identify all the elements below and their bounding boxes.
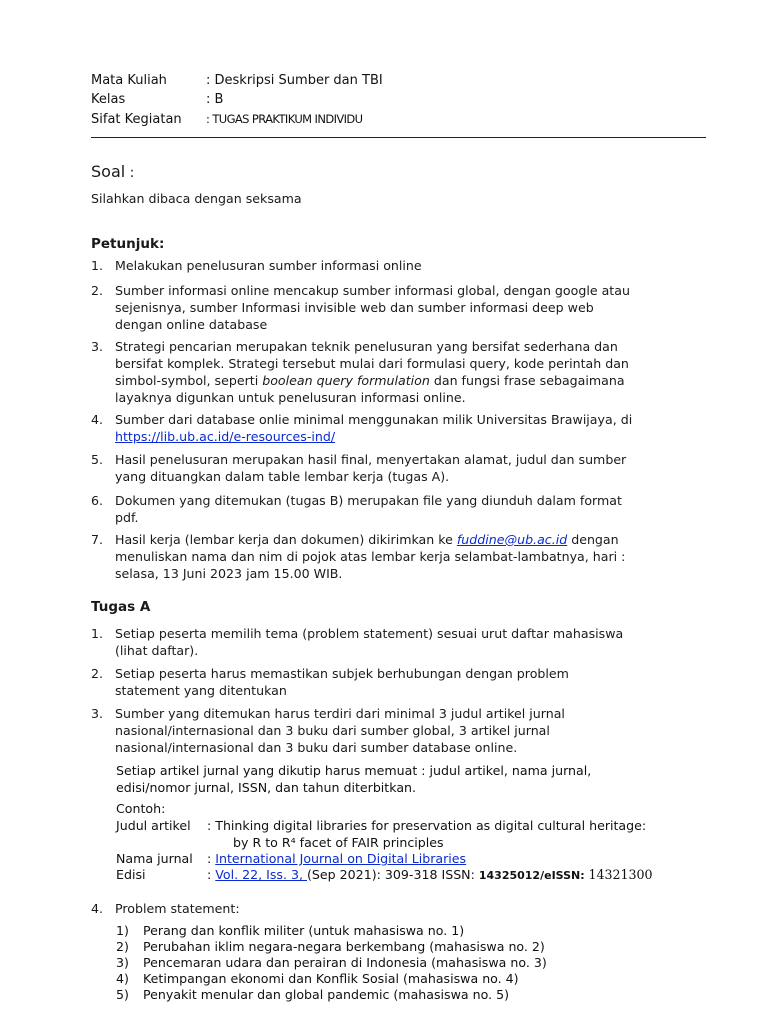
item-number: 5. xyxy=(91,452,104,467)
contoh-label: Contoh: xyxy=(116,801,166,816)
note-line: Setiap artikel jurnal yang dikutip harus memuat : judul artikel, nama jurnal, xyxy=(116,763,592,778)
item-number: 1. xyxy=(91,626,104,641)
tugas-a-item xyxy=(91,665,691,699)
petunjuk-item xyxy=(91,531,691,582)
problem-text: Penyakit menular dan global pandemic (mahasiswa no. 5) xyxy=(143,987,510,1002)
issn-value: 14325012/eISSN: xyxy=(478,869,589,882)
problem-number: 2) xyxy=(116,939,129,954)
problem-text: Pencemaran udara dan perairan di Indonesia (mahasiswa no. 3) xyxy=(143,955,547,970)
item-line xyxy=(115,428,691,445)
item-line: Setiap peserta harus memastikan subjek berhubungan dengan problem xyxy=(115,666,569,681)
item-number: 7. xyxy=(91,532,104,547)
eissn-value: 14321300 xyxy=(588,867,653,882)
contoh-judul-row xyxy=(116,817,646,834)
header-row-kelas xyxy=(91,91,223,109)
header-value: : B xyxy=(206,92,224,107)
problem-item xyxy=(116,987,509,1003)
contoh-judul-cont: by R to R⁴ facet of FAIR principles xyxy=(233,835,444,850)
contoh-colon: : xyxy=(207,867,216,882)
problem-number: 5) xyxy=(116,987,129,1002)
header-label: Mata Kuliah xyxy=(91,73,167,88)
header-row-mata-kuliah xyxy=(91,72,383,90)
item-text xyxy=(115,625,691,659)
problem-number: 1) xyxy=(116,923,129,938)
petunjuk-item xyxy=(91,411,691,445)
item-text xyxy=(115,338,691,406)
soal-colon: : xyxy=(125,165,135,181)
soal-intro: Silahkan dibaca dengan seksama xyxy=(91,191,302,206)
header-row-sifat-kegiatan xyxy=(91,110,363,129)
item-text-part: dan fungsi frase sebagaimana xyxy=(429,373,625,388)
item-line: Setiap peserta memilih tema (problem statement) sesuai urut daftar mahasiswa xyxy=(115,626,624,641)
header-label: Sifat Kegiatan xyxy=(91,112,182,127)
item-number: 2. xyxy=(91,666,104,681)
problem-item xyxy=(116,923,464,939)
petunjuk-title: Petunjuk: xyxy=(91,236,165,252)
problem-number: 3) xyxy=(116,955,129,970)
contoh-value: : Thinking digital libraries for preservation as digital cultural heritage: xyxy=(207,818,647,833)
contoh-edisi-row xyxy=(116,866,653,884)
item-number: 1. xyxy=(91,258,104,273)
item-line: Strategi pencarian merupakan teknik penelusuran yang bersifat sederhana dan xyxy=(115,339,618,354)
item-line: Sumber yang ditemukan harus terdiri dari minimal 3 judul artikel jurnal xyxy=(115,706,565,721)
item-line: pdf. xyxy=(115,510,139,525)
eresources-link[interactable]: https://lib.ub.ac.id/e-resources-ind/ xyxy=(115,429,336,444)
email-link[interactable]: fuddine@ub.ac.id xyxy=(456,532,568,547)
petunjuk-item xyxy=(91,492,691,526)
item-line: bersifat komplek. Strategi tersebut mulai dari formulasi query, kode perintah dan xyxy=(115,356,629,371)
tugas-a-item xyxy=(91,705,691,756)
petunjuk-item xyxy=(91,257,691,274)
item-number: 4. xyxy=(91,412,104,427)
contoh-key: Judul artikel xyxy=(116,818,191,833)
item-number: 4. xyxy=(91,901,104,916)
item-line: Dokumen yang ditemukan (tugas B) merupakan file yang diunduh dalam format xyxy=(115,493,622,508)
item-line: Hasil penelusuran merupakan hasil final, menyertakan alamat, judul dan sumber xyxy=(115,452,627,467)
item-line: Sumber informasi online mencakup sumber informasi global, dengan google atau xyxy=(115,283,630,298)
petunjuk-item xyxy=(91,338,691,406)
volume-link[interactable]: Vol. 22, Iss. 3, xyxy=(215,867,307,882)
header-value: : TUGAS PRAKTIKUM INDIVIDU xyxy=(206,112,363,126)
item-number: 6. xyxy=(91,493,104,508)
item-line: dengan online database xyxy=(115,317,268,332)
problem-number: 4) xyxy=(116,971,129,986)
item-line xyxy=(115,531,691,548)
item-italic-term: boolean query formulation xyxy=(262,373,430,388)
problem-text: Perang dan konflik militer (untuk mahasiswa no. 1) xyxy=(143,923,465,938)
item-number: 2. xyxy=(91,283,104,298)
journal-link[interactable]: International Journal on Digital Libraries xyxy=(215,851,467,866)
petunjuk-item xyxy=(91,282,691,333)
header-value: : Deskripsi Sumber dan TBI xyxy=(206,73,383,88)
item-line xyxy=(115,372,691,389)
item-number: 3. xyxy=(91,706,104,721)
contoh-key: Edisi xyxy=(116,867,146,882)
header-divider xyxy=(91,137,706,138)
item-text xyxy=(115,531,691,582)
problem-item xyxy=(116,939,545,955)
item-text xyxy=(115,451,691,485)
item-line: Sumber dari database onlie minimal menggunakan milik Universitas Brawijaya, di xyxy=(115,412,633,427)
item-line: yang dituangkan dalam table lembar kerja (tugas A). xyxy=(115,469,450,484)
item-text xyxy=(115,282,691,333)
header-label: Kelas xyxy=(91,92,126,107)
item-text xyxy=(115,705,691,756)
petunjuk-item xyxy=(91,451,691,485)
item-text: Melakukan penelusuran sumber informasi online xyxy=(115,258,422,273)
soal-heading xyxy=(91,163,134,182)
contoh-jurnal-row xyxy=(116,850,466,867)
item-line: nasional/internasional dan 3 buku dari sumber database online. xyxy=(115,740,518,755)
problem-statement-heading xyxy=(91,900,691,917)
item-text xyxy=(115,492,691,526)
problem-item xyxy=(116,955,547,971)
item-text-part: Hasil kerja (lembar kerja dan dokumen) dikirimkan ke xyxy=(115,532,457,547)
tugas-a-title: Tugas A xyxy=(91,599,151,615)
item-line: (lihat daftar). xyxy=(115,643,199,658)
edisi-detail: (Sep 2021): 309-318 ISSN: xyxy=(307,867,479,882)
item-line: sejenisnya, sumber Informasi invisible web dan sumber informasi deep web xyxy=(115,300,594,315)
item-number: 3. xyxy=(91,339,104,354)
item-line: statement yang ditentukan xyxy=(115,683,287,698)
item-text-part: dengan xyxy=(567,532,619,547)
problem-item xyxy=(116,971,519,987)
item-text-part: simbol-symbol, seperti xyxy=(115,373,263,388)
contoh-colon: : xyxy=(207,851,216,866)
contoh-key: Nama jurnal xyxy=(116,851,193,866)
item-line: nasional/internasional dan 3 buku dari sumber global, 3 artikel jurnal xyxy=(115,723,550,738)
problem-text: Ketimpangan ekonomi dan Konflik Sosial (mahasiswa no. 4) xyxy=(143,971,519,986)
item-line: layaknya digunkan untuk penelusuran informasi online. xyxy=(115,390,466,405)
note-line: edisi/nomor jurnal, ISSN, dan tahun diterbitkan. xyxy=(116,780,417,795)
item-line: menuliskan nama dan nim di pojok atas lembar kerja selambat-lambatnya, hari : xyxy=(115,549,626,564)
item-text xyxy=(115,411,691,445)
soal-title: Soal xyxy=(91,162,126,181)
item-text xyxy=(115,665,691,699)
item-text: Problem statement: xyxy=(115,901,240,916)
item-line: selasa, 13 Juni 2023 jam 15.00 WIB. xyxy=(115,566,343,581)
tugas-a-item xyxy=(91,625,691,659)
problem-text: Perubahan iklim negara-negara berkembang (mahasiswa no. 2) xyxy=(143,939,545,954)
